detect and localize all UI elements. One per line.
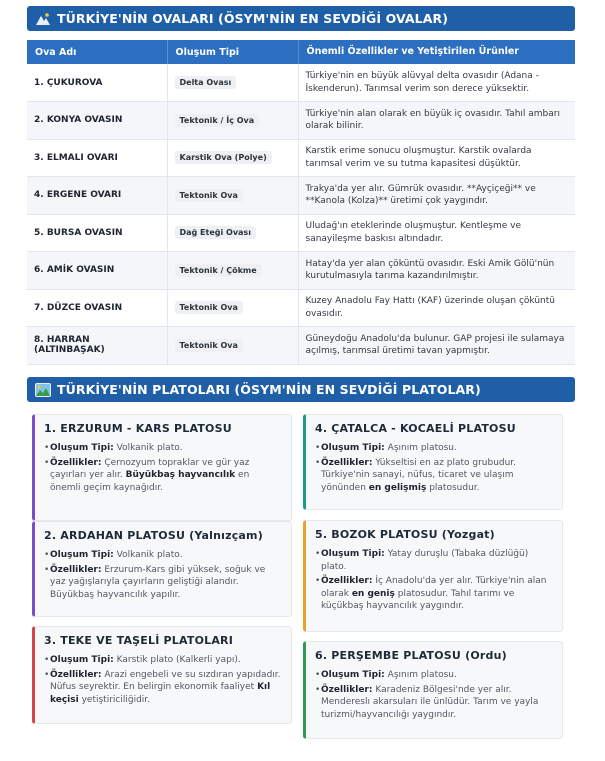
ova-name: 3. ELMALI OVARI [27,139,167,177]
plato-title: 3. TEKE VE TAŞELİ PLATOLARI [44,634,234,647]
ovalar-title: TÜRKİYE'NİN OVALARI (ÖSYM'NİN EN SEVDİĞİ OVALAR) [57,11,449,26]
plato-ozellik: • Özellikler: Çernozyum topraklar ve gür yaz çayırları yer alır. Büyükbaş hayvancılık en önemli geçim kaynağıdır. [44,457,282,495]
ova-type-badge: Tektonik Ova [175,189,243,202]
plato-title: 5. BOZOK PLATOSU (Yozgat) [315,528,495,541]
table-row [27,102,575,140]
plato-olusum: • Oluşum Tipi: Volkanik plato. [44,549,282,562]
ova-name: 6. AMİK OVASIN [27,252,167,290]
ova-desc: Trakya'da yer alır. Gümrük ovasıdır. **Ayçiçeği** ve **Kanola (Kolza)** üretimi çok yaygındır. [298,177,575,215]
ova-type-badge: Delta Ovası [175,76,237,89]
ova-type-badge: Tektonik Ova [175,301,243,314]
plato-card [303,414,563,510]
table-header-row [27,40,575,64]
col-olusum-tipi: Oluşum Tipi [167,40,298,64]
ova-name: 8. HARRAN (ALTINBAŞAK) [27,327,167,365]
ova-desc: Güneydoğu Anadolu'da bulunur. GAP projesi ile sulamaya açılmış, tarımsal üretimi tavan yapmıştır. [298,327,575,365]
plato-ozellik: • Özellikler: Yükseltisi en az plato grubudur. Türkiye'nin sanayi, nüfus, ticaret ve ulaşım yönünden en gelişmiş platosudur. [315,457,553,495]
ova-name: 5. BURSA OVASIN [27,214,167,252]
plato-title: 4. ÇATALCA - KOCAELİ PLATOSU [315,422,516,435]
ova-type-badge: Tektonik / İç Ova [175,114,260,127]
plato-olusum: • Oluşum Tipi: Aşınım platosu. [315,669,553,682]
plato-ozellik: • Özellikler: İç Anadolu'da yer alır. Türkiye'nin alan olarak en geniş platosudur. Tahıl tarımı ve küçükbaş hayvancılık yaygındır. [315,575,553,613]
ovalar-section-header [27,6,575,31]
ovalar-table [27,40,575,365]
plato-olusum: • Oluşum Tipi: Yatay duruşlu (Tabaka düzlüğü) plato. [315,548,553,573]
plato-title: 6. PERŞEMBE PLATOSU (Ordu) [315,649,507,662]
ova-desc: Uludağ'ın eteklerinde oluşmuştur. Kentleşme ve sanayileşme baskısı altındadır. [298,214,575,252]
table-row [27,64,575,102]
ova-name: 7. DÜZCE OVASIN [27,289,167,327]
landscape-map-icon [35,383,51,397]
ova-desc: Türkiye'nin en büyük alüvyal delta ovasıdır (Adana - İskenderun). Tarımsal verim son derece yüksektir. [298,64,575,102]
table-row [27,214,575,252]
table-row [27,327,575,365]
plato-card [32,626,292,724]
platolar-title: TÜRKİYE'NİN PLATOLARI (ÖSYM'NİN EN SEVDİĞİ PLATOLAR) [57,382,481,397]
plato-card [32,521,292,617]
col-ova-adi: Ova Adı [27,40,167,64]
table-row [27,177,575,215]
plato-ozellik: • Özellikler: Erzurum-Kars gibi yüksek, soğuk ve yaz yağışlarıyla çayırların geliştiği alandır. Büyükbaş hayvancılık yapılır. [44,564,282,602]
plato-ozellik: • Özellikler: Karadeniz Bölgesi'nde yer alır. Mendereslı akarsuları ile ünlüdür. Tarım ve yayla turizmi/hayvancılığı yaygındır. [315,684,553,722]
ova-type-badge: Tektonik Ova [175,339,243,352]
plato-olusum: • Oluşum Tipi: Karstik plato (Kalkerli yapı). [44,654,282,667]
plato-card [303,520,563,632]
plato-olusum: • Oluşum Tipi: Volkanik plato. [44,442,282,455]
ova-desc: Türkiye'nin alan olarak en büyük iç ovasıdır. Tahıl ambarı olarak bilinir. [298,102,575,140]
ova-name: 1. ÇUKUROVA [27,64,167,102]
ova-desc: Karstik erime sonucu oluşmuştur. Karstik ovalarda tarımsal verim ve su tutma kapasitesi düşüktür. [298,139,575,177]
ova-desc: Kuzey Anadolu Fay Hattı (KAF) üzerinde oluşan çöküntü ovasıdır. [298,289,575,327]
ova-type-badge: Tektonik / Çökme [175,264,262,277]
plato-card [32,414,292,521]
ova-name: 2. KONYA OVASIN [27,102,167,140]
mountain-icon [35,12,51,26]
plato-card [303,641,563,739]
plato-olusum: • Oluşum Tipi: Aşınım platosu. [315,442,553,455]
ova-type-badge: Dağ Eteği Ovası [175,226,256,239]
table-row [27,289,575,327]
table-row [27,252,575,290]
plato-ozellik: • Özellikler: Arazi engebeli ve su sızdıran yapıdadır. Nüfus seyrektir. En belirgin ekonomik faaliyet Kıl keçisi yetiştiriciliğidir. [44,669,282,707]
plato-title: 1. ERZURUM - KARS PLATOSU [44,422,232,435]
platolar-section-header [27,377,575,402]
col-ozellikler: Önemli Özellikler ve Yetiştirilen Ürünler [298,40,575,64]
table-row [27,139,575,177]
plato-title: 2. ARDAHAN PLATOSU (Yalnızçam) [44,529,263,542]
ova-name: 4. ERGENE OVARI [27,177,167,215]
ova-type-badge: Karstik Ova (Polye) [175,151,272,164]
ova-desc: Hatay'da yer alan çöküntü ovasıdır. Eski Amik Gölü'nün kurutulmasıyla tarıma kazandırılmıştır. [298,252,575,290]
